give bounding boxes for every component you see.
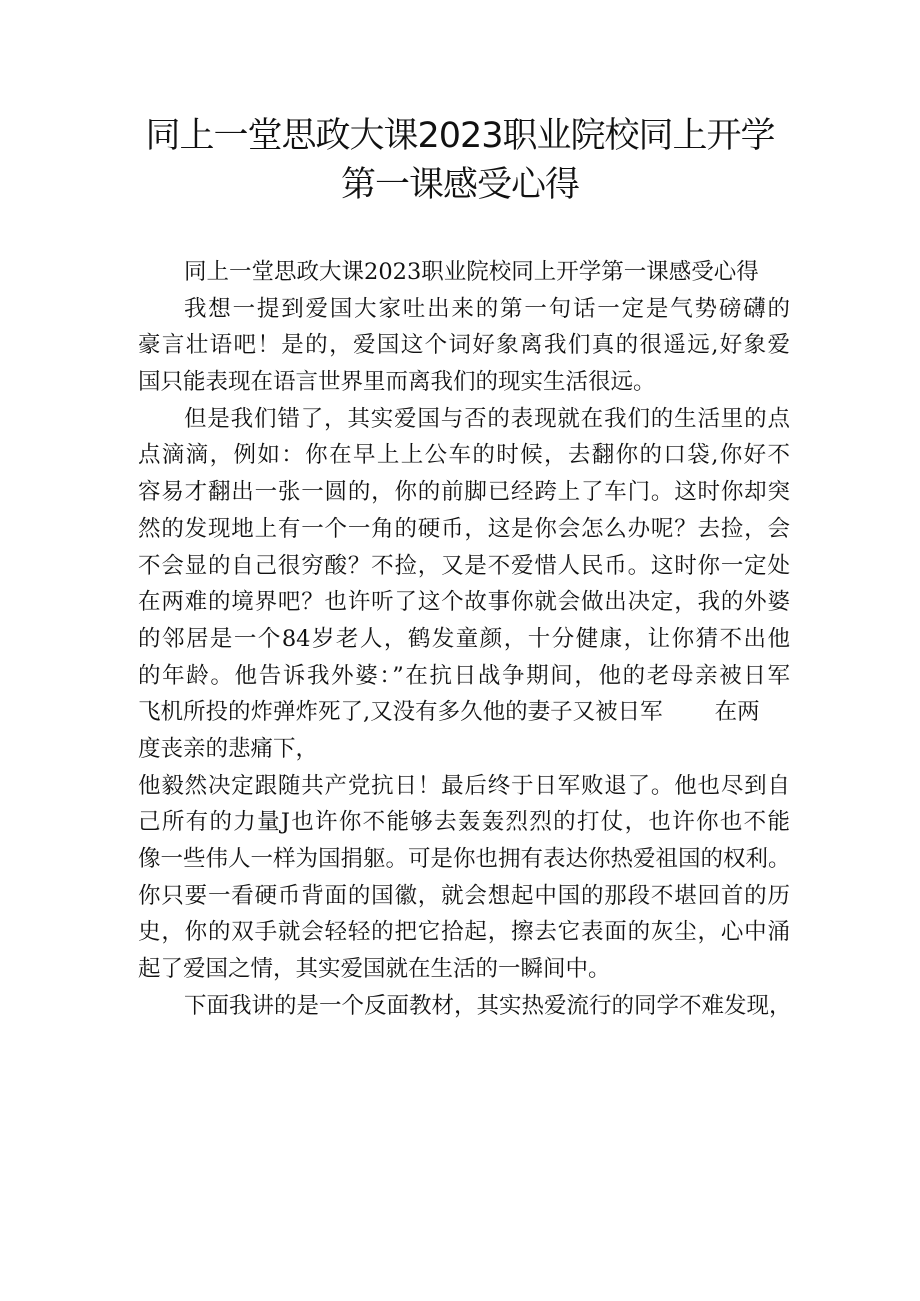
body-line: 你只要一看硬币背面的国徽，就会想起中国的那段不堪回首的历 bbox=[138, 882, 790, 909]
body-line: 的邻居是一个84岁老人，鹤发童颜，十分健康，让你猜不出他 bbox=[138, 625, 790, 652]
body-line-segment: 在两 bbox=[714, 699, 760, 726]
body-line: 在两难的境界吧？也许听了这个故事你就会做出决定，我的外婆 bbox=[138, 589, 790, 616]
body-line: 同上一堂思政大课2023职业院校同上开学第一课感受心得 bbox=[184, 259, 759, 285]
document-title-line-2: 第一课感受心得 bbox=[340, 165, 579, 205]
body-line: 不会显的自己很穷酸？不捡，又是不爱惜人民币。这时你一定处 bbox=[138, 552, 790, 579]
document-body bbox=[138, 254, 790, 1024]
body-line: 度丧亲的悲痛下， bbox=[138, 735, 319, 762]
body-line: 但是我们错了，其实爱国与否的表现就在我们的生活里的点 bbox=[184, 405, 790, 432]
body-line: 己所有的力量J也许你不能够去轰轰烈烈的打仗，也许你也不能 bbox=[138, 809, 790, 836]
body-line: 豪言壮语吧！是的，爱国这个词好象离我们真的很遥远,好象爱 bbox=[138, 332, 790, 359]
body-line-with-gap bbox=[138, 694, 790, 731]
body-line: 点滴滴，例如：你在早上上公车的时候，去翻你的口袋,你好不 bbox=[138, 442, 790, 469]
body-line: 史，你的双手就会轻轻的把它拾起，擦去它表面的灰尘，心中涌 bbox=[138, 919, 790, 946]
body-line: 起了爱国之情，其实爱国就在生活的一瞬间中。 bbox=[138, 956, 611, 983]
body-line: 像一些伟人一样为国捐躯。可是你也拥有表达你热爱祖国的权利。 bbox=[138, 846, 791, 872]
body-line: 的年龄。他告诉我外婆：”在抗日战争期间，他的老母亲被日军 bbox=[138, 662, 790, 689]
body-line: 下面我讲的是一个反面教材，其实热爱流行的同学不难发现， bbox=[184, 992, 792, 1019]
document-title-line-1: 同上一堂思政大课2023职业院校同上开学 bbox=[145, 116, 775, 156]
body-line: 国只能表现在语言世界里而离我们的现实生活很远。 bbox=[138, 369, 656, 396]
body-line: 容易才翻出一张一圆的，你的前脚已经跨上了车门。这时你却突 bbox=[138, 479, 790, 506]
body-line-segment: 飞机所投的炸弹炸死了,又没有多久他的妻子又被日军 bbox=[138, 699, 663, 726]
body-line: 然的发现地上有一个一角的硬币，这是你会怎么办呢？去捡，会 bbox=[138, 515, 790, 542]
body-line: 他毅然决定跟随共产党抗日！最后终于日军败退了。他也尽到自 bbox=[138, 772, 790, 799]
body-line: 我想一提到爱国大家吐出来的第一句话一定是气势磅礴的 bbox=[184, 295, 790, 322]
